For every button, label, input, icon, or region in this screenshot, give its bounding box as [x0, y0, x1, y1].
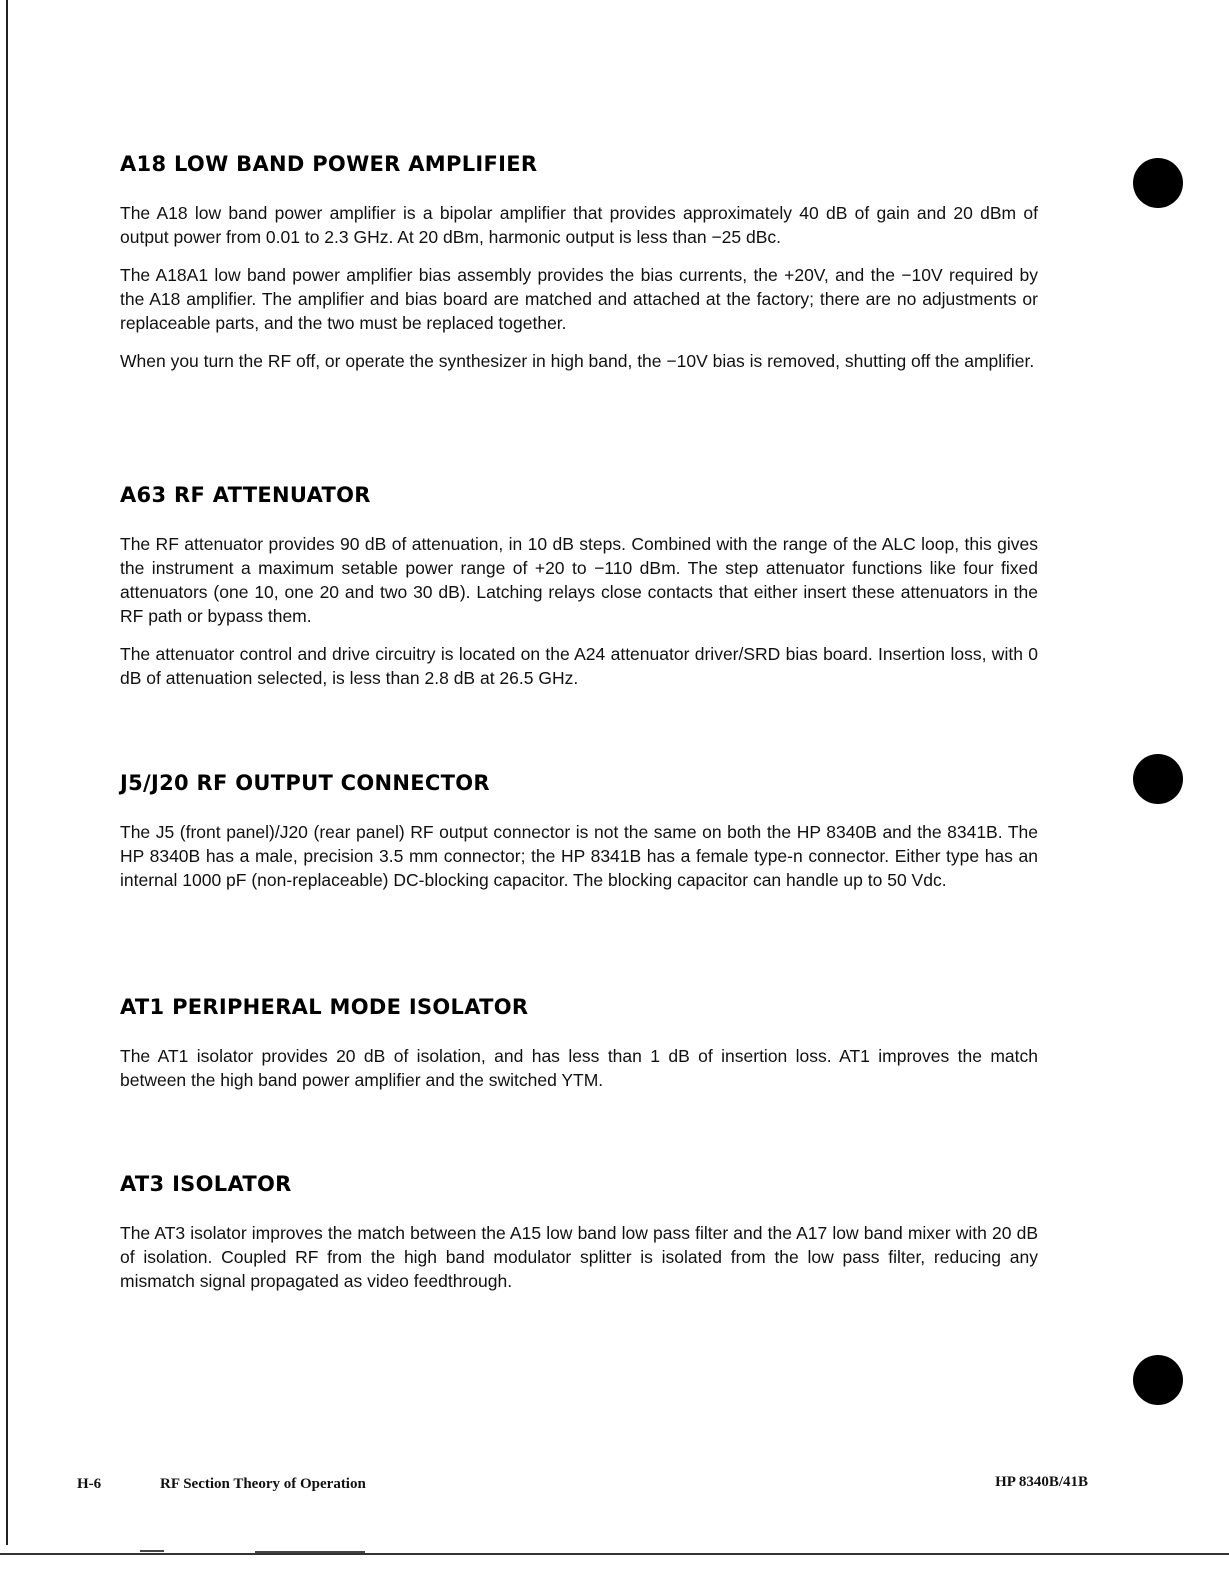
left-margin-rule [6, 0, 8, 1545]
bottom-rule-fragment [140, 1550, 164, 1552]
paragraph: The A18 low band power amplifier is a bipolar amplifier that provides approximately 40 dB of gain and 20 dBm of output power from 0.01 to 2.3 GHz. At 20 dBm, harmonic output is less than −25 dBc. [120, 203, 1038, 247]
section-a18 [120, 152, 1038, 387]
punch-hole-middle [1133, 754, 1183, 804]
section-heading: A18 LOW BAND POWER AMPLIFIER [120, 152, 538, 176]
footer-page-number: H-6 [77, 1476, 102, 1492]
paragraph: The RF attenuator provides 90 dB of attenuation, in 10 dB steps. Combined with the range of the ALC loop, this gives the instrument a maximum setable power range of +20 to −110 dBm. The step attenuator functions like four fixed attenuators (one 10, one 20 and two 30 dB). Latching relays close contacts that either insert these attenuators in the RF path or bypass them. [120, 534, 1038, 626]
section-heading: AT3 ISOLATOR [120, 1172, 292, 1196]
section-heading: A63 RF ATTENUATOR [120, 483, 371, 507]
footer-section-title: RF Section Theory of Operation [160, 1476, 366, 1492]
section-j5-j20 [120, 771, 1038, 906]
section-at3 [120, 1172, 1038, 1307]
section-a63 [120, 483, 1038, 704]
punch-hole-top [1133, 158, 1183, 208]
section-at1 [120, 995, 1038, 1106]
punch-hole-bottom [1133, 1355, 1183, 1405]
paragraph: The attenuator control and drive circuitry is located on the A24 attenuator driver/SRD bias board. Insertion loss, with 0 dB of attenuation selected, is less than 2.8 dB at 26.5 GHz. [120, 644, 1038, 688]
paragraph: The AT1 isolator provides 20 dB of isolation, and has less than 1 dB of insertion loss. AT1 improves the match between the high band power amplifier and the switched YTM. [120, 1046, 1038, 1090]
paragraph: The AT3 isolator improves the match between the A15 low band low pass filter and the A17 low band mixer with 20 dB of isolation. Coupled RF from the high band modulator splitter is isolated from the low pass filter, reducing any mismatch signal propagated as video feedthrough. [120, 1223, 1038, 1291]
bottom-margin-rule [0, 1553, 1229, 1555]
section-heading: J5/J20 RF OUTPUT CONNECTOR [120, 771, 490, 795]
paragraph: The A18A1 low band power amplifier bias assembly provides the bias currents, the +20V, and the −10V required by the A18 amplifier. The amplifier and bias board are matched and attached at the factory; there are no adjustments or replaceable parts, and the two must be replaced together. [120, 265, 1038, 333]
paragraph: When you turn the RF off, or operate the synthesizer in high band, the −10V bias is removed, shutting off the amplifier. [120, 351, 1035, 371]
footer-model: HP 8340B/41B [995, 1474, 1088, 1490]
paragraph: The J5 (front panel)/J20 (rear panel) RF output connector is not the same on both the HP 8340B and the 8341B. The HP 8340B has a male, precision 3.5 mm connector; the HP 8341B has a female type-n connector. Either type has an internal 1000 pF (non-replaceable) DC-blocking capacitor. The blocking capacitor can handle up to 50 Vdc. [120, 822, 1038, 890]
bottom-rule-fragment [255, 1551, 365, 1553]
section-heading: AT1 PERIPHERAL MODE ISOLATOR [120, 995, 529, 1019]
